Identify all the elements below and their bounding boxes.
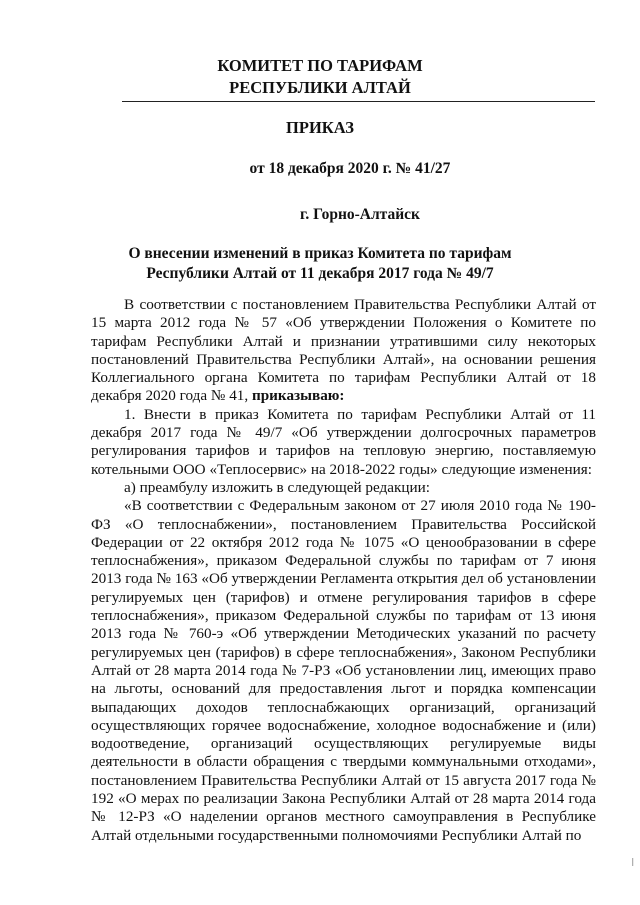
header-divider [122, 101, 595, 102]
order-keyword: приказываю: [251, 387, 345, 405]
paragraph-subitem-a: а) преамбулу изложить в следующей редакции: [124, 478, 430, 496]
page-mark: ǀ [631, 855, 634, 869]
document-city: г. Горно-Алтайск [300, 206, 420, 223]
paragraph-preamble [91, 296, 596, 406]
document-date-number: от 18 декабря 2020 г. № 41/27 [249, 160, 451, 177]
document-subject: О внесении изменений в приказ Комитета по тарифам Республики Алтай от 11 декабря 2017 года № 49/7 [128, 245, 512, 282]
organization-header [0, 55, 640, 99]
paragraph-new-preamble: «В соответствии с Федеральным законом от 27 июля 2010 года № 190-ФЗ «О теплоснабжении», постановлением Правительства Российской Федерации от 22 октября 2012 года № 1075 «О ценообразовании в сфере теплоснабжения», приказом Федеральной службы по тарифам от 7 июня 2013 года № 163 «Об утверждении Регламента открытия дел об установлении регулируемых цен (тарифов) и отмене регулирования тарифов в сфере теплоснабжения», приказом Федеральной службы по тарифам от 13 июня 2013 года № 760-э «Об утверждении Методических указаний по расчету регулируемых цен (тарифов) в сфере теплоснабжения», Законом Республики Алтай от 28 марта 2014 года № 7-РЗ «Об установлении лиц, имеющих право на льготы, оснований для предоставления льгот и порядка компенсации выпадающих доходов теплоснабжающих организаций, организаций осуществляющих горячее водоснабжение, холодное водоснабжение и (или) водоотведение, организаций осуществляющих регулируемые виды деятельности в области обращения с твердыми коммунальными отходами», постановлением Правительства Республики Алтай от 15 августа 2017 года № 192 «О мерах по реализации Закона Республики Алтай от 28 марта 2014 года № 12-РЗ «О наделении органов местного самоуправления в Республике Алтай отдельными государственными полномочиями Республики Алтай по [91, 497, 596, 844]
document-body [91, 296, 596, 845]
paragraph-item-1: 1. Внести в приказ Комитета по тарифам Республики Алтай от 11 декабря 2017 года № 49/7 «Об утверждении долгосрочных параметров регулирования тарифов и тарифов на тепловую энергию, поставляемую котельными ООО «Теплосервис» на 2018-2022 годы» следующие изменения: [91, 405, 596, 478]
document-type: ПРИКАЗ [286, 118, 354, 137]
organization-name-line2: РЕСПУБЛИКИ АЛТАЙ [229, 78, 411, 97]
organization-name-line1: КОМИТЕТ ПО ТАРИФАМ [217, 56, 423, 75]
preamble-text: В соответствии с постановлением Правительства Республики Алтай от 15 марта 2012 года № 57 «Об утверждении Положения о Комитете по тарифам Республики Алтай и признании утратившими силу некоторых постановлений Правительства Республики Алтай», на основании решения Коллегиального органа Комитета по тарифам Республики Алтай от 18 декабря 2020 года № 41, [91, 296, 596, 405]
